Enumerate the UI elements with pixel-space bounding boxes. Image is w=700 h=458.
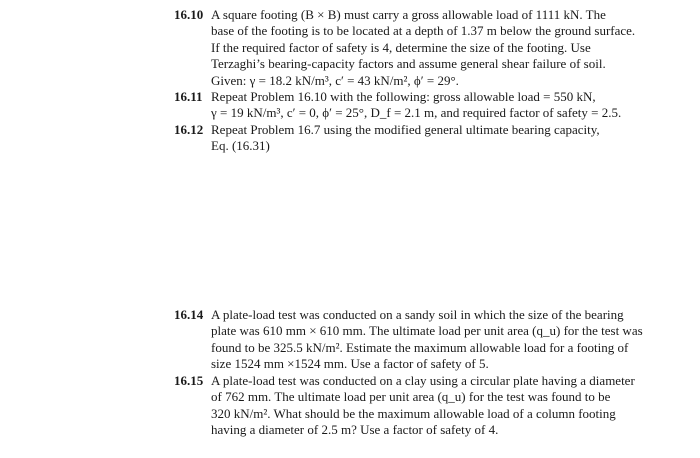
problem-16-12 — [174, 122, 684, 155]
problem-16-15 — [174, 373, 684, 439]
problem-16-14 — [174, 307, 684, 373]
problem-number: 16.14 — [174, 307, 204, 322]
problem-text-line: 320 kN/m². What should be the maximum allowable load of a column footing — [211, 405, 616, 421]
problem-text-line: base of the footing is to be located at a depth of 1.37 m below the ground surface. — [211, 23, 636, 39]
problem-number: 16.11 — [174, 89, 203, 104]
problem-text-line: size 1524 mm ×1524 mm. Use a factor of safety of 5. — [211, 356, 489, 372]
problem-number: 16.15 — [174, 373, 204, 388]
problem-text-line: plate was 610 mm × 610 mm. The ultimate load per unit area (q_u) for the test was — [211, 323, 643, 339]
problem-number: 16.12 — [174, 122, 204, 137]
problem-16-11 — [174, 89, 684, 122]
problem-text-line: of 762 mm. The ultimate load per unit area (q_u) for the test was found to be — [211, 389, 611, 405]
problem-text-line: A plate-load test was conducted on a clay using a circular plate having a diameter — [211, 373, 635, 388]
problem-text-line: Repeat Problem 16.7 using the modified general ultimate bearing capacity, — [211, 122, 600, 137]
problem-16-10 — [174, 7, 684, 89]
problem-text-line: having a diameter of 2.5 m? Use a factor of safety of 4. — [211, 422, 499, 438]
problem-text-line: A plate-load test was conducted on a sandy soil in which the size of the bearing — [211, 307, 624, 322]
problem-text-line: found to be 325.5 kN/m². Estimate the maximum allowable load for a footing of — [211, 339, 629, 355]
problem-text-line: A square footing (B × B) must carry a gross allowable load of 1111 kN. The — [211, 7, 606, 22]
problem-number: 16.10 — [174, 7, 204, 22]
problem-text-line: Terzaghi’s bearing-capacity factors and assume general shear failure of soil. — [211, 56, 606, 72]
problem-text-line: γ = 19 kN/m³, c′ = 0, ϕ′ = 25°, D_f = 2.1 m, and required factor of safety = 2.5. — [211, 105, 622, 121]
problem-text-line: Repeat Problem 16.10 with the following: gross allowable load = 550 kN, — [211, 89, 596, 104]
problem-text-line: If the required factor of safety is 4, determine the size of the footing. Use — [211, 39, 591, 55]
problem-text-line: Given: γ = 18.2 kN/m³, c′ = 43 kN/m², ϕ′ = 29°. — [211, 72, 459, 88]
problem-text-line: Eq. (16.31) — [211, 138, 270, 154]
